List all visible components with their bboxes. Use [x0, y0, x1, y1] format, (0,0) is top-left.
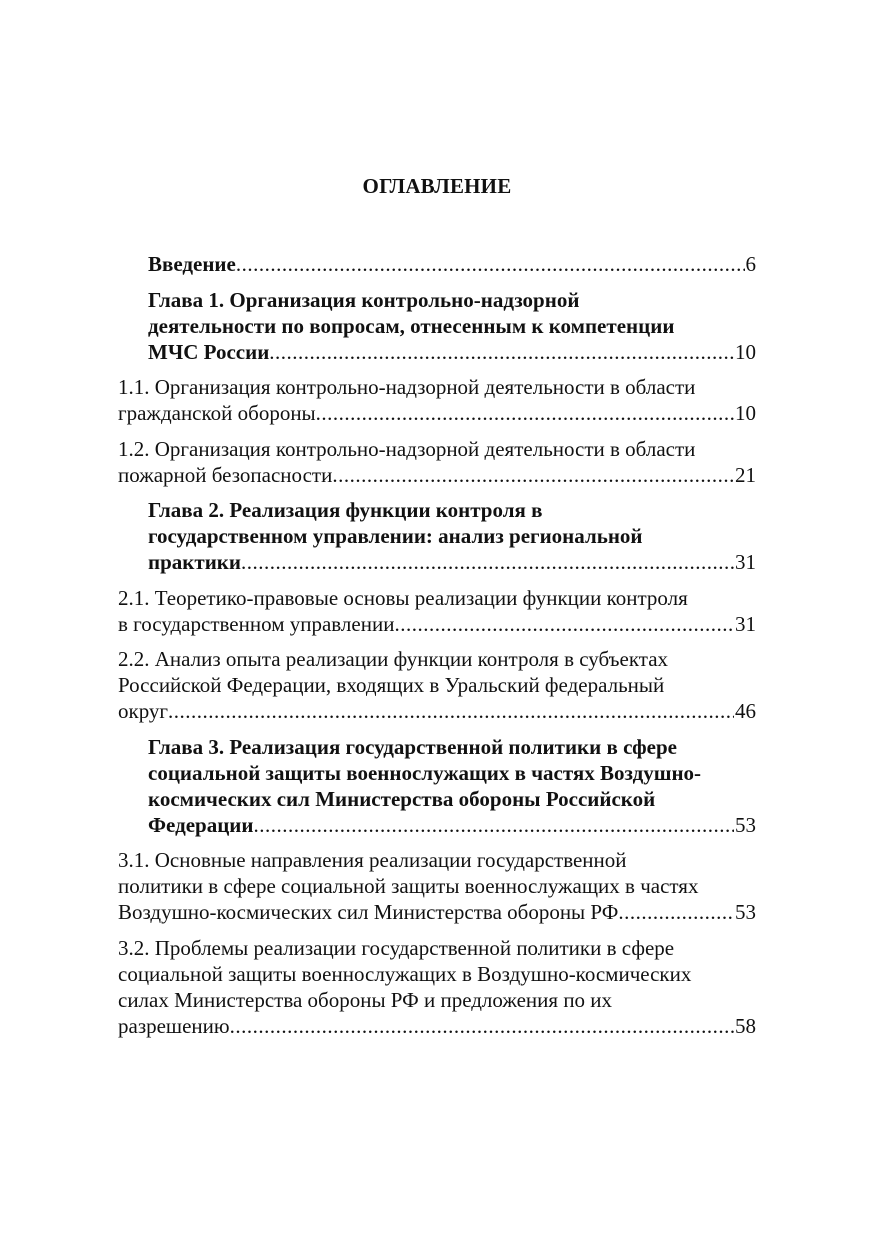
- toc-entry-line: государственном управлении: анализ региональной: [148, 524, 643, 548]
- toc-page-number: 10: [735, 339, 756, 364]
- toc-entry-chapter-2[interactable]: [118, 497, 756, 575]
- toc-entry-line: социальной защиты военнослужащих в Воздушно-космических: [118, 961, 692, 986]
- toc-entry-title: Федерации: [148, 812, 254, 837]
- toc-entry-line: силах Министерства обороны РФ и предложения по их: [118, 987, 613, 1012]
- toc-entry-title: разрешению: [118, 1013, 230, 1038]
- toc-entry-line: 2.2. Анализ опыта реализации функции контроля в субъектах: [118, 647, 669, 671]
- toc-page-number: 31: [735, 611, 756, 636]
- dot-leader: [316, 400, 734, 426]
- toc-entry-chapter-3[interactable]: [118, 734, 756, 838]
- toc-page-number: 53: [735, 812, 756, 837]
- toc-entry-title: в государственном управлении: [118, 611, 395, 636]
- toc-entry-line: космических сил Министерства обороны Российской: [148, 786, 656, 811]
- toc-entry-line: Глава 3. Реализация государственной политики в сфере: [148, 734, 677, 759]
- toc-entry-line: 2.1. Теоретико-правовые основы реализации функции контроля: [118, 585, 688, 610]
- toc-entry-introduction[interactable]: [118, 251, 756, 277]
- toc-entry-chapter-1[interactable]: [118, 287, 756, 365]
- dot-leader: [241, 549, 734, 575]
- toc-entry-line: Глава 2. Реализация функции контроля в: [148, 498, 543, 522]
- toc-page-number: 58: [735, 1013, 756, 1038]
- dot-leader: [168, 698, 734, 724]
- toc-entry-section-3-2[interactable]: [118, 935, 756, 1039]
- table-of-contents: [118, 251, 756, 1048]
- toc-entry-line: 3.1. Основные направления реализации государственной: [118, 848, 627, 872]
- toc-page-number: 46: [735, 699, 756, 723]
- toc-entry-line: Российской Федерации, входящих в Уральский федеральный: [118, 673, 665, 697]
- dot-leader: [269, 339, 734, 365]
- dot-leader: [254, 812, 734, 838]
- toc-entry-title: Введение: [148, 252, 236, 276]
- toc-entry-title: Воздушно-космических сил Министерства обороны РФ: [118, 900, 619, 924]
- dot-leader: [618, 899, 734, 925]
- toc-entry-title: пожарной безопасности: [118, 462, 333, 487]
- toc-entry-line: политики в сфере социальной защиты военнослужащих в частях: [118, 874, 699, 898]
- toc-entry-line: социальной защиты военнослужащих в частях Воздушно-: [148, 760, 702, 785]
- toc-entry-title: округ: [118, 699, 169, 723]
- dot-leader: [236, 251, 745, 277]
- toc-entry-section-2-1[interactable]: [118, 585, 756, 637]
- toc-entry-line: деятельности по вопросам, отнесенным к компетенции: [148, 313, 675, 338]
- dot-leader: [394, 611, 734, 637]
- dot-leader: [230, 1013, 734, 1039]
- toc-entry-line: 1.1. Организация контрольно-надзорной деятельности в области: [118, 375, 696, 399]
- toc-entry-section-3-1[interactable]: [118, 847, 756, 925]
- toc-page-number: 10: [735, 401, 756, 425]
- toc-page-number: 21: [735, 462, 756, 487]
- toc-entry-line: Глава 1. Организация контрольно-надзорной: [148, 287, 580, 312]
- toc-page-number: 6: [745, 252, 756, 276]
- toc-entry-section-1-2[interactable]: [118, 436, 756, 488]
- page-title: ОГЛАВЛЕНИЕ: [362, 174, 512, 198]
- toc-entry-line: 3.2. Проблемы реализации государственной политики в сфере: [118, 935, 675, 960]
- dot-leader: [332, 462, 734, 488]
- toc-entry-title: МЧС России: [148, 339, 270, 364]
- toc-entry-section-1-1[interactable]: [118, 374, 756, 426]
- toc-page-number: 53: [735, 900, 756, 924]
- toc-entry-title: практики: [148, 550, 241, 574]
- toc-entry-section-2-2[interactable]: [118, 646, 756, 724]
- toc-page-number: 31: [735, 550, 756, 574]
- toc-entry-title: гражданской обороны: [118, 401, 316, 425]
- toc-entry-line: 1.2. Организация контрольно-надзорной деятельности в области: [118, 436, 696, 461]
